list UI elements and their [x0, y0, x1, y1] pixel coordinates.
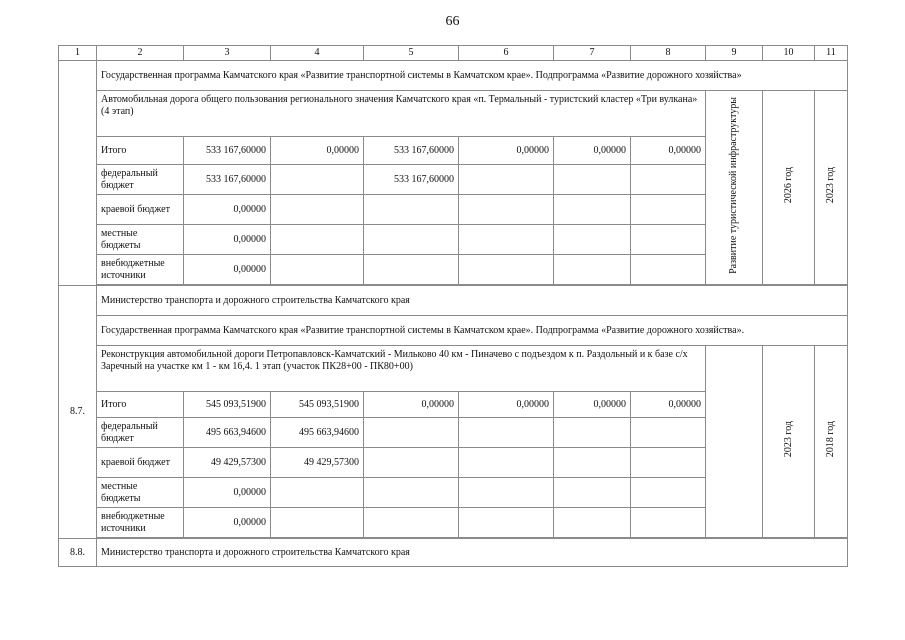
budget-table — [58, 45, 848, 567]
value-cell — [554, 508, 631, 538]
value-cell: 533 167,60000 — [364, 165, 459, 195]
value-cell — [271, 225, 364, 255]
header-cell: 3 — [184, 46, 271, 61]
value-cell: 495 663,94600 — [271, 418, 364, 448]
value-cell — [554, 448, 631, 478]
value-cell: 0,00000 — [184, 478, 271, 508]
value-cell — [271, 478, 364, 508]
purpose-cell: Развитие туристической инфраструктуры — [706, 91, 763, 285]
header-cell: 10 — [763, 46, 815, 61]
value-cell: 0,00000 — [184, 255, 271, 285]
value-cell: 0,00000 — [459, 137, 554, 165]
row-label: федеральный бюджет — [97, 165, 184, 195]
header-cell: 11 — [815, 46, 848, 61]
value-cell — [271, 508, 364, 538]
value-cell: 49 429,57300 — [271, 448, 364, 478]
page-number: 66 — [445, 14, 460, 29]
header-cell: 5 — [364, 46, 459, 61]
header-cell: 1 — [59, 46, 97, 61]
header-cell: 2 — [97, 46, 184, 61]
value-cell — [631, 478, 706, 508]
value-cell: 0,00000 — [631, 137, 706, 165]
header-row — [59, 46, 848, 61]
object-title: Реконструкция автомобильной дороги Петропавловск-Камчатский - Мильково 40 км - Пиначево с подъездом к п. Раздольный и к базе с/х Заречный на участке км 1 - км 16,4. 1 этап (участок ПК28+00 - ПК80+00) — [97, 346, 706, 392]
start-year: 2023 год — [815, 91, 848, 285]
value-cell: 545 093,51900 — [271, 392, 364, 418]
value-cell — [364, 448, 459, 478]
value-cell: 0,00000 — [631, 392, 706, 418]
value-cell — [459, 165, 554, 195]
row-label: Итого — [97, 392, 184, 418]
value-cell — [631, 508, 706, 538]
value-cell — [631, 255, 706, 285]
row-number-cell — [59, 61, 97, 286]
value-cell — [631, 225, 706, 255]
value-cell: 0,00000 — [364, 392, 459, 418]
value-cell — [459, 508, 554, 538]
value-cell — [364, 255, 459, 285]
value-cell: 0,00000 — [271, 137, 364, 165]
row-label: внебюджетные источники — [97, 255, 184, 285]
value-cell: 0,00000 — [184, 225, 271, 255]
value-cell: 0,00000 — [184, 195, 271, 225]
object-title: Автомобильная дорога общего пользования регионального значения Камчатского края «п. Термальный - туристский кластер «Три вулкана» (4 этап) — [97, 91, 706, 137]
value-cell — [271, 195, 364, 225]
row-label: местные бюджеты — [97, 478, 184, 508]
value-cell — [364, 225, 459, 255]
header-cell: 7 — [554, 46, 631, 61]
completion-year: 2026 год — [763, 91, 815, 285]
program-title: Государственная программа Камчатского края «Развитие транспортной системы в Камчатском крае». Подпрограмма «Развитие дорожного хозяйства». — [97, 316, 848, 346]
value-cell — [554, 225, 631, 255]
value-cell — [554, 255, 631, 285]
value-cell — [364, 508, 459, 538]
value-cell — [631, 448, 706, 478]
value-cell — [271, 165, 364, 195]
value-cell — [459, 195, 554, 225]
header-cell: 6 — [459, 46, 554, 61]
header-cell: 4 — [271, 46, 364, 61]
row-label: Итого — [97, 137, 184, 165]
value-cell — [631, 418, 706, 448]
value-cell: 0,00000 — [184, 508, 271, 538]
row-label: краевой бюджет — [97, 195, 184, 225]
value-cell: 533 167,60000 — [184, 137, 271, 165]
value-cell: 0,00000 — [459, 392, 554, 418]
value-cell — [364, 418, 459, 448]
value-cell: 0,00000 — [554, 137, 631, 165]
start-year: 2018 год — [815, 346, 848, 538]
value-cell: 495 663,94600 — [184, 418, 271, 448]
program-title: Государственная программа Камчатского края «Развитие транспортной системы в Камчатском крае». Подпрограмма «Развитие дорожного хозяйства» — [97, 61, 848, 91]
header-cell: 8 — [631, 46, 706, 61]
value-cell — [554, 165, 631, 195]
value-cell — [459, 478, 554, 508]
value-cell — [364, 478, 459, 508]
value-cell — [554, 418, 631, 448]
value-cell: 533 167,60000 — [184, 165, 271, 195]
value-cell — [554, 195, 631, 225]
row-label: федеральный бюджет — [97, 418, 184, 448]
ministry-title: Министерство транспорта и дорожного строительства Камчатского края — [97, 286, 848, 316]
row-label: внебюджетные источники — [97, 508, 184, 538]
value-cell: 533 167,60000 — [364, 137, 459, 165]
value-cell: 0,00000 — [554, 392, 631, 418]
value-cell — [459, 225, 554, 255]
value-cell — [459, 448, 554, 478]
row-label: краевой бюджет — [97, 448, 184, 478]
row-number: 8.7. — [59, 286, 97, 539]
value-cell — [271, 255, 364, 285]
value-cell — [631, 165, 706, 195]
completion-year: 2023 год — [763, 346, 815, 538]
header-cell: 9 — [706, 46, 763, 61]
value-cell: 545 093,51900 — [184, 392, 271, 418]
value-cell — [554, 478, 631, 508]
value-cell — [459, 255, 554, 285]
purpose-cell — [706, 346, 763, 538]
value-cell: 49 429,57300 — [184, 448, 271, 478]
value-cell — [631, 195, 706, 225]
ministry-title: Министерство транспорта и дорожного строительства Камчатского края — [97, 539, 848, 567]
row-label: местные бюджеты — [97, 225, 184, 255]
value-cell — [459, 418, 554, 448]
value-cell — [364, 195, 459, 225]
row-number: 8.8. — [59, 539, 97, 567]
